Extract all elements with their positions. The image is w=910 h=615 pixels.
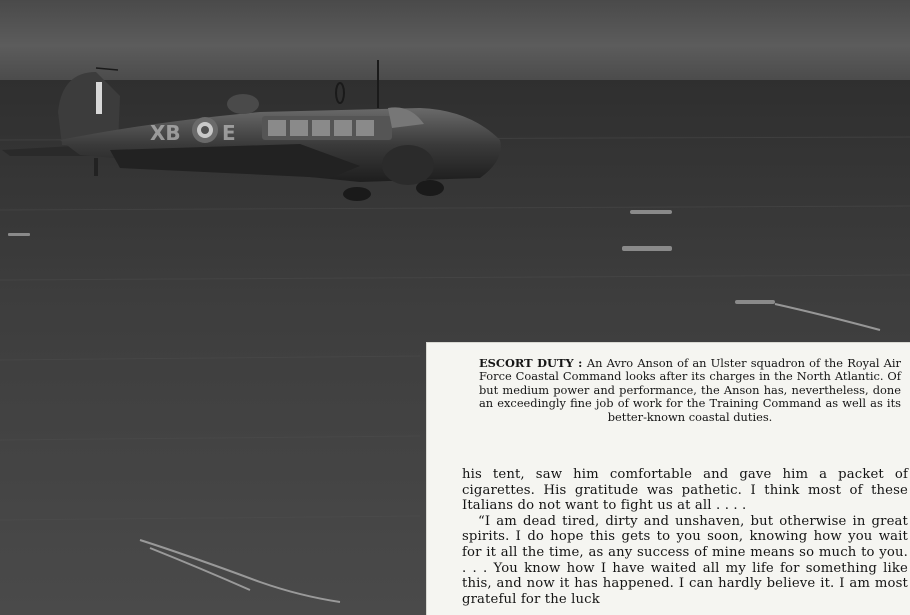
text-panel <box>426 342 910 615</box>
caption-label: ESCORT DUTY : <box>479 356 583 370</box>
caption-text: An Avro Anson of an Ulster squadron of the Royal Air Force Coastal Command looks after its charges in the North Atlantic. Of but medium power and performance, the Anson has, nevertheless, done an exceedingly fine job of work for the Training Command as well as its better-known coastal duties. <box>479 356 902 424</box>
svg-text:XB: XB <box>150 121 181 145</box>
article-body <box>462 467 908 607</box>
sky <box>0 0 910 92</box>
svg-text:E: E <box>222 121 236 145</box>
body-paragraph-1: his tent, saw him comfortable and gave him a packet of cigarettes. His gratitude was pathetic. I think most of these Italians do not want to fight us at all . . . . <box>462 467 908 514</box>
photo-caption <box>479 357 901 424</box>
body-paragraph-2: “I am dead tired, dirty and unshaven, but otherwise in great spirits. I do hope this gets to you soon, knowing how you wait for it all the time, as any success of mine means so much to you. . . . You know how I have waited all my life for something like this, and now it has happened. I can hardly believe it. I am most grateful for the luck <box>462 513 908 607</box>
